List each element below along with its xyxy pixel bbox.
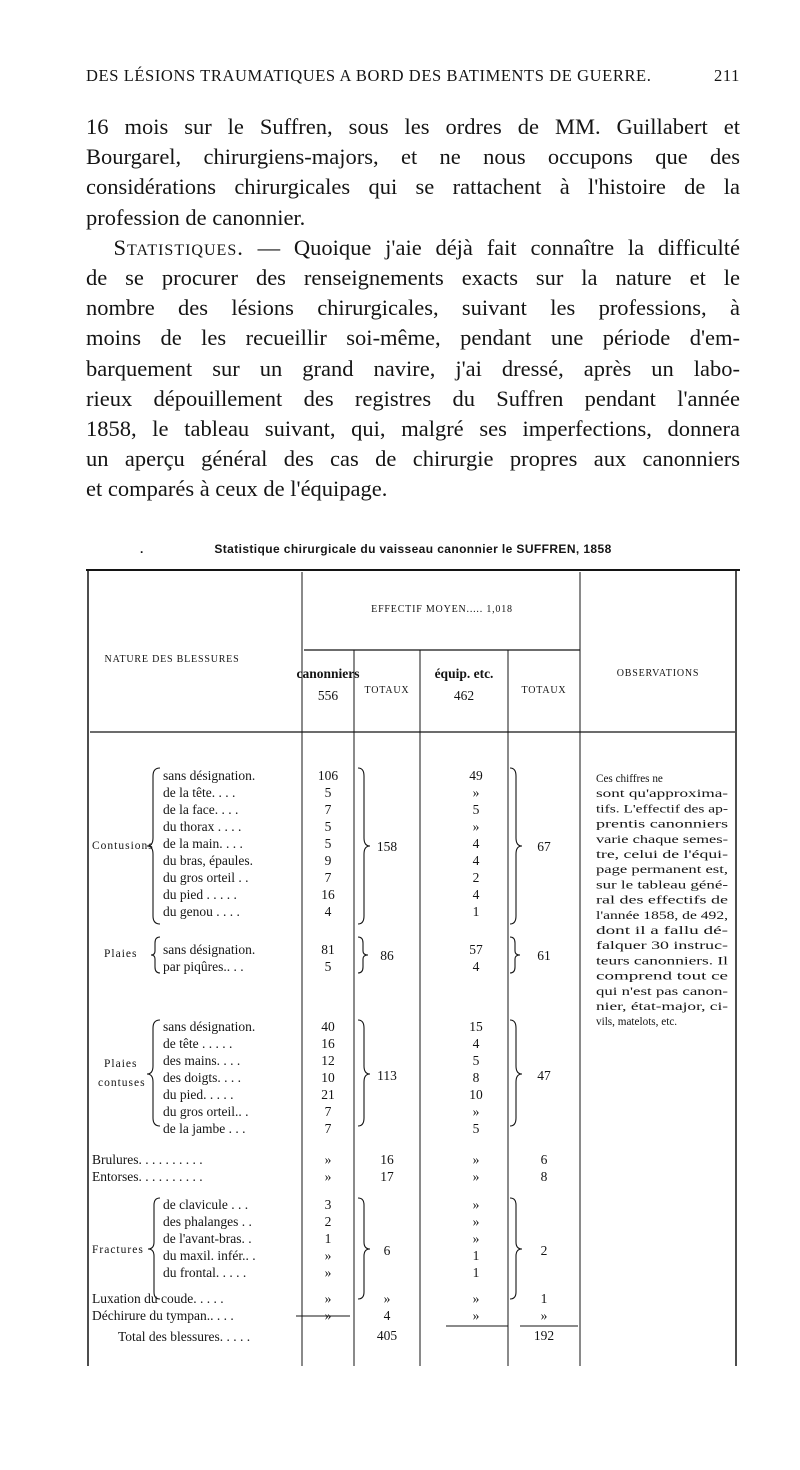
cell-total-equipage: 8 — [540, 1169, 548, 1184]
observation-line: falquer 30 instruc- — [596, 940, 729, 953]
observation-line: dont il a fallu dé- — [596, 925, 729, 937]
cell-canonniers: 7 — [324, 802, 332, 817]
group-label: Plaies — [104, 948, 138, 960]
cell-equipage: » — [472, 819, 480, 834]
cell-canonniers: 1 — [324, 1231, 332, 1246]
group-label: Plaies — [104, 1058, 138, 1070]
row-label: du thorax . . . . — [163, 819, 242, 834]
observation-line: varie chaque semes- — [596, 833, 729, 846]
brace — [151, 937, 160, 973]
cell-equipage: 1 — [472, 904, 480, 919]
cell-equipage: 15 — [469, 1019, 483, 1034]
cell-equipage: 4 — [472, 887, 480, 902]
cell-equipage: 5 — [472, 1121, 480, 1136]
observations-header: OBSERVATIONS — [616, 668, 700, 679]
canonniers-count: 556 — [317, 688, 339, 703]
observation-line: prentis canonniers — [596, 818, 728, 831]
cell-equipage: 4 — [472, 959, 480, 974]
cell-canonniers: 7 — [324, 1121, 332, 1136]
group-total-canonniers: 6 — [383, 1243, 391, 1258]
observation-line: tifs. L'effectif des ap- — [596, 803, 729, 816]
cell-equipage: 10 — [469, 1087, 483, 1102]
group-label: contuses — [98, 1077, 146, 1089]
brace — [358, 1198, 370, 1299]
cell-canonniers: 16 — [321, 887, 335, 902]
row-label: de l'avant-bras. . — [163, 1231, 252, 1246]
text-line: moins de les recueillir soi-même, pendant une période d'em- — [86, 325, 740, 351]
observation-line: qui n'est pas canon- — [596, 985, 729, 998]
row-label: des doigts. . . . — [163, 1070, 242, 1085]
observation-line: Ces chiffres ne — [596, 773, 663, 785]
effectif-header: EFFECTIF MOYEN..... 1,018 — [371, 604, 513, 615]
group-total-equipage: 61 — [537, 948, 551, 963]
running-title: DES LÉSIONS TRAUMATIQUES A BORD DES BATIMENTS DE GUERRE. — [86, 66, 652, 85]
row-label: du genou . . . . — [163, 904, 240, 919]
cell-total-canonniers: 17 — [380, 1169, 394, 1184]
row-label: des mains. . . . — [163, 1053, 241, 1068]
table-title-text: Statistique chirurgicale du vaisseau canonnier le SUFFREN, 1858 — [214, 542, 612, 556]
cell-equipage: 1 — [472, 1265, 480, 1280]
cell-canonniers: 5 — [324, 819, 332, 834]
cell-equipage: » — [472, 1291, 480, 1306]
canonniers-header: canonniers — [296, 666, 360, 681]
cell-equipage: » — [472, 1308, 480, 1323]
cell-equipage: » — [472, 785, 480, 800]
group-total-canonniers: 86 — [380, 948, 394, 963]
text-line: 16 mois sur le Suffren, sous les ordres de MM. Guillabert et — [86, 114, 740, 139]
cell-equipage: 5 — [472, 1053, 480, 1068]
row-label: Déchirure du tympan.. . . . — [92, 1308, 234, 1323]
cell-canonniers: 7 — [324, 1104, 332, 1119]
cell-equipage: 4 — [472, 836, 480, 851]
cell-canonniers: 12 — [321, 1053, 335, 1068]
table-rows — [92, 768, 548, 1323]
cell-equipage: 57 — [469, 942, 483, 957]
section-lead-rest: — Quoique j'aie déjà fait connaître la difficulté — [243, 234, 740, 260]
brace — [510, 768, 522, 924]
row-label: des phalanges . . — [163, 1214, 252, 1229]
cell-canonniers: 5 — [324, 785, 332, 800]
group-total-equipage: 2 — [540, 1243, 548, 1258]
cell-equipage: » — [472, 1169, 480, 1184]
observation-line: sur le tableau géné- — [596, 879, 729, 892]
row-label: du gros orteil.. . — [163, 1104, 249, 1119]
cell-canonniers: » — [324, 1308, 332, 1323]
observation-line: nier, état-major, ci- — [596, 1001, 729, 1013]
cell-total-equipage: » — [540, 1308, 548, 1323]
cell-canonniers: 9 — [324, 853, 332, 868]
cell-equipage: 2 — [472, 870, 480, 885]
cell-equipage: » — [472, 1231, 480, 1246]
total-label: Total des blessures. . . . . — [118, 1329, 251, 1344]
observation-line: sont qu'approxima- — [596, 788, 729, 801]
total-canonniers: 405 — [376, 1328, 398, 1343]
cell-equipage: » — [472, 1104, 480, 1119]
total-equipage: 192 — [533, 1328, 555, 1343]
equipage-header: équip. etc. — [434, 666, 494, 681]
row-label: sans désignation. — [163, 768, 256, 783]
row-label: par piqûres.. . . — [163, 959, 244, 974]
cell-total-canonniers: 16 — [380, 1152, 394, 1167]
cell-canonniers: 81 — [321, 942, 335, 957]
text-line: 1858, le tableau suivant, qui, malgré ses imperfections, donnera — [86, 416, 740, 442]
cell-equipage: » — [472, 1152, 480, 1167]
text-line: de se procurer des renseignements exacts sur la nature et le — [86, 265, 740, 291]
text-line: rieux dépouillement des registres du Suffren pendant l'année — [86, 385, 740, 411]
group-total-canonniers: 158 — [376, 839, 398, 854]
observation-line: l'année 1858, de 492, — [596, 909, 729, 922]
observation-line: teurs canonniers. Il — [596, 955, 728, 968]
equipage-count: 462 — [453, 688, 475, 703]
brace — [148, 1198, 160, 1299]
observation-line: page permanent est, — [596, 864, 729, 877]
row-label: de la face. . . . — [163, 802, 239, 817]
row-label: de tête . . . . . — [163, 1036, 233, 1051]
cell-canonniers: 106 — [317, 768, 339, 783]
cell-total-canonniers: » — [383, 1291, 391, 1306]
cell-canonniers: 10 — [321, 1070, 335, 1085]
cell-canonniers: 4 — [324, 904, 332, 919]
cell-canonniers: 21 — [321, 1087, 335, 1102]
cell-equipage: 1 — [472, 1248, 480, 1263]
cell-equipage: » — [472, 1214, 480, 1229]
cell-canonniers: 2 — [324, 1214, 332, 1229]
cell-equipage: » — [472, 1197, 480, 1212]
row-label: de clavicule . . . — [163, 1197, 249, 1212]
section-lead: Statistiques. — [113, 234, 244, 260]
cell-canonniers: 40 — [321, 1019, 335, 1034]
text-line: profession de canonnier. — [86, 204, 306, 230]
cell-total-equipage: 6 — [540, 1152, 548, 1167]
cell-equipage: 8 — [472, 1070, 480, 1085]
brace — [510, 1020, 522, 1126]
page-number: 211 — [714, 66, 740, 85]
brace — [358, 937, 368, 973]
group-total-canonniers: 113 — [377, 1068, 397, 1083]
cell-total-equipage: 1 — [540, 1291, 548, 1306]
brace — [510, 937, 520, 973]
group-total-equipage: 47 — [537, 1068, 551, 1083]
observation-line: comprend tout ce — [596, 970, 729, 983]
cell-equipage: 49 — [469, 768, 483, 783]
brace — [358, 1020, 370, 1126]
brace — [358, 768, 370, 924]
totaux-header-2: TOTAUX — [521, 685, 567, 696]
cell-canonniers: » — [324, 1265, 332, 1280]
row-label: de la jambe . . . — [163, 1121, 246, 1136]
row-label: de la tête. . . . — [163, 785, 236, 800]
text-line: nombre des lésions chirurgicales, suivant les professions, à — [86, 295, 740, 321]
cell-equipage: 4 — [472, 853, 480, 868]
cell-canonniers: 16 — [321, 1036, 335, 1051]
group-total-equipage: 67 — [537, 839, 551, 854]
cell-equipage: 5 — [472, 802, 480, 817]
nature-header: NATURE DES BLESSURES — [104, 654, 240, 665]
cell-canonniers: 7 — [324, 870, 332, 885]
cell-canonniers: 5 — [324, 959, 332, 974]
row-label: du gros orteil . . — [163, 870, 249, 885]
title-dot: . — [140, 542, 144, 556]
group-label: Fractures — [92, 1244, 144, 1256]
observation-line: tre, celui de l'équi- — [596, 849, 729, 861]
text-line: et comparés à ceux de l'équipage. — [86, 476, 388, 502]
row-label: du pied. . . . . — [163, 1087, 234, 1102]
text-line: Bourgarel, chirurgiens-majors, et ne nous occupons que des — [86, 144, 740, 170]
text-line: considérations chirurgicales qui se rattachent à l'histoire de la — [86, 174, 740, 200]
row-label: du maxil. infér.. . — [163, 1248, 256, 1263]
totaux-header-1: TOTAUX — [364, 685, 410, 696]
brace — [147, 1020, 160, 1126]
row-label: sans désignation. — [163, 1019, 256, 1034]
cell-equipage: 4 — [472, 1036, 480, 1051]
cell-canonniers: » — [324, 1152, 332, 1167]
row-label: sans désignation. — [163, 942, 256, 957]
cell-canonniers: 5 — [324, 836, 332, 851]
text-line: barquement sur un grand navire, j'ai dressé, après un labo- — [86, 355, 740, 381]
group-label: Contusions — [92, 840, 154, 852]
observation-line: ral des effectifs de — [596, 894, 729, 907]
row-label: de la main. . . . — [163, 836, 243, 851]
row-label: Luxation du coude. . . . . — [92, 1291, 224, 1306]
row-label: Brulures. . . . . . . . . . — [92, 1152, 203, 1167]
row-label: du bras, épaules. — [163, 853, 253, 868]
cell-canonniers: » — [324, 1291, 332, 1306]
row-label: du frontal. . . . . — [163, 1265, 247, 1280]
observations-text — [596, 773, 728, 1028]
cell-canonniers: » — [324, 1248, 332, 1263]
cell-canonniers: 3 — [324, 1197, 332, 1212]
row-label: Entorses. . . . . . . . . . — [92, 1169, 203, 1184]
row-label: du pied . . . . . — [163, 887, 237, 902]
text-line: un aperçu général des cas de chirurgie propres aux canonniers — [86, 446, 740, 472]
cell-canonniers: » — [324, 1169, 332, 1184]
observation-line: vils, matelots, etc. — [596, 1016, 678, 1029]
cell-total-canonniers: 4 — [383, 1308, 391, 1323]
brace — [510, 1198, 522, 1299]
